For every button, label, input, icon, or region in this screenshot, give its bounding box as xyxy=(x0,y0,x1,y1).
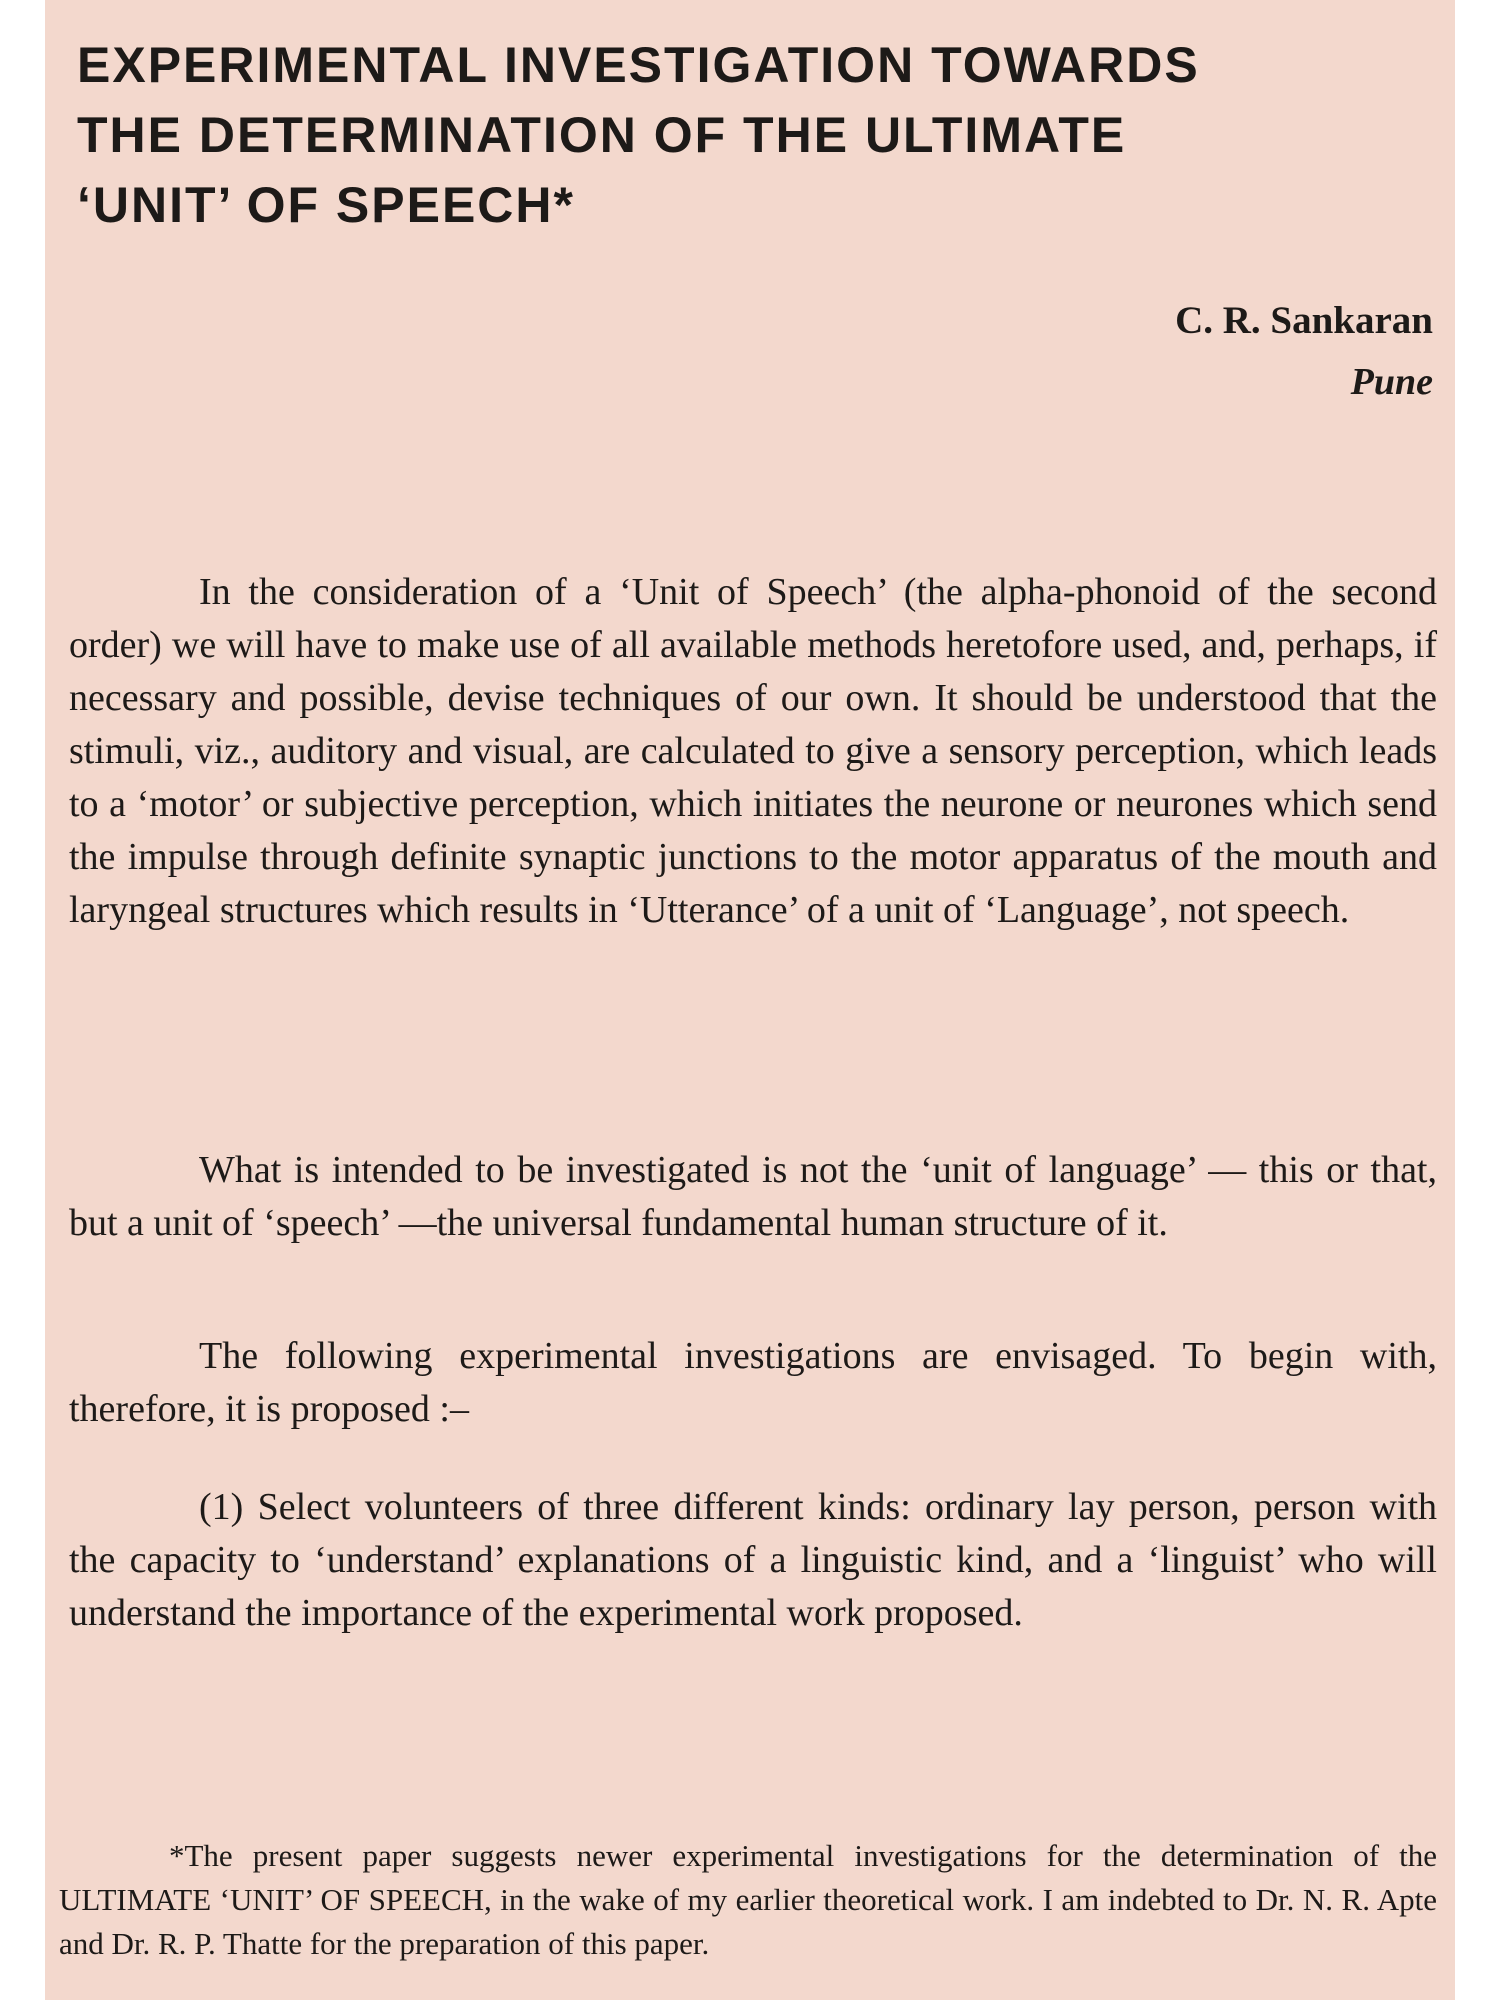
title-line-2: THE DETERMINATION OF THE ULTIMATE xyxy=(77,107,1127,163)
author-affiliation: Pune xyxy=(1350,361,1433,403)
footnote: *The present paper suggests newer experimental investigations for the determination of the ULTIMATE ‘UNIT’ OF SPEECH, in the wake of my earlier theoretical work. I am indebted to Dr. N. R. Apte and Dr. R. P. Thatte for the preparation of this paper. xyxy=(59,1838,1437,1961)
paragraph-item-1: (1) Select volunteers of three different kinds: ordinary lay person, person with the capacity to ‘understand’ explanations of a linguistic kind, and a ‘linguist’ who will understand the importance of the experimental work proposed. xyxy=(69,1486,1437,1634)
title-line-1: EXPERIMENTAL INVESTIGATION TOWARDS xyxy=(77,37,1200,93)
paper-title xyxy=(77,30,1427,240)
paragraph-intro: In the consideration of a ‘Unit of Speech’ (the alpha-phonoid of the second order) we will have to make use of all available methods heretofore used, and, perhaps, if necessary and possible, devise techniques of our own. It should be understood that the stimuli, viz., auditory and visual, are calculated to give a sensory perception, which leads to a ‘motor’ or subjective perception, which initiates the neurone or neurones which send the impulse through definite synaptic junctions to the motor apparatus of the mouth and laryngeal structures which results in ‘Utterance’ of a unit of ‘Language’, not speech. xyxy=(69,571,1437,931)
author-name: C. R. Sankaran xyxy=(1175,299,1433,342)
journal-page xyxy=(45,0,1455,2000)
paragraph-envisaged: The following experimental investigations are envisaged. To begin with, therefore, it is proposed :– xyxy=(69,1335,1437,1430)
title-line-3: ‘UNIT’ OF SPEECH* xyxy=(77,177,575,233)
paragraph-intent: What is intended to be investigated is not the ‘unit of language’ — this or that, but a unit of ‘speech’ —the universal fundamental human structure of it. xyxy=(69,1149,1437,1244)
